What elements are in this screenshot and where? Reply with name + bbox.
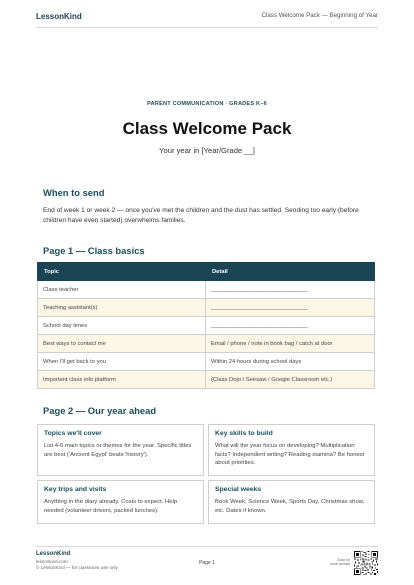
eyebrow-label: PARENT COMMUNICATION · GRADES K–6 xyxy=(147,101,267,107)
card-trips xyxy=(37,480,204,524)
table-row xyxy=(38,353,375,371)
topic-cell: Class teacher xyxy=(38,281,206,299)
detail-cell: ______________________________ xyxy=(206,317,375,335)
qr-code-icon[interactable] xyxy=(354,551,378,575)
table-row xyxy=(38,281,375,299)
column-header-detail: Detail xyxy=(206,263,375,281)
card-title: Topics we'll cover xyxy=(44,430,102,437)
table-row xyxy=(38,371,375,389)
topic-cell: Best ways to contact me xyxy=(38,335,206,353)
topic-cell: Teaching assistant(s) xyxy=(38,299,206,317)
card-topics xyxy=(37,424,204,476)
table-row xyxy=(38,317,375,335)
document-title: Class Welcome Pack — Beginning of Year xyxy=(261,12,378,19)
topic-cell: Important class info platform xyxy=(38,371,206,389)
card-title: Special weeks xyxy=(215,486,262,494)
section-heading-class-basics: Page 1 — Class basics xyxy=(43,245,145,256)
class-basics-table xyxy=(37,262,375,389)
detail-cell: (Class Dojo / Seesaw / Google Classroom etc.) xyxy=(206,371,375,389)
detail-cell: ______________________________ xyxy=(206,299,375,317)
footer-brand: LessonKind xyxy=(36,551,71,557)
page-subtitle: Your year in [Year/Grade __] xyxy=(159,146,255,155)
card-body: Book Week, Science Week, Sports Day, Christmas show, etc. Dates if known. xyxy=(215,499,365,514)
year-ahead-cards xyxy=(37,424,375,524)
card-title: Key trips and visits xyxy=(44,486,107,494)
page-title: Class Welcome Pack xyxy=(122,119,292,138)
card-title: Key skills to build xyxy=(215,430,273,437)
page-header xyxy=(36,12,378,28)
footer-copyright: © LessonKind — for classroom use only xyxy=(36,565,118,570)
topic-cell: When I'll get back to you xyxy=(38,353,206,371)
card-skills xyxy=(208,424,375,476)
table-row xyxy=(38,335,375,353)
topic-cell: School day times xyxy=(38,317,206,335)
card-body: Anything in the diary already. Costs to expect. Help needed (volunteer drivers, packed lunches). xyxy=(44,499,178,514)
section-heading-year-ahead: Page 2 — Our year ahead xyxy=(43,405,157,416)
card-body: What will the year focus on developing? Multiplication facts? Independent writing? Reading stamina? Be honest about priorities. xyxy=(215,443,365,467)
table-header-row xyxy=(38,263,375,281)
card-special-weeks xyxy=(208,480,375,524)
page-footer xyxy=(36,546,378,576)
card-body: List 4-6 main topics or themes for the year. Specific titles are best ('Ancient Egypt' beats 'history'). xyxy=(44,443,192,458)
brand-logo-text[interactable]: LessonKind xyxy=(36,12,82,21)
column-header-topic: Topic xyxy=(38,263,206,281)
detail-cell: Within 24 hours during school days xyxy=(206,353,375,371)
detail-cell: Email / phone / note in book bag / catch at door xyxy=(206,335,375,353)
detail-cell: ______________________________ xyxy=(206,281,375,299)
page-number: Page 1 xyxy=(199,560,215,566)
footer-site-link[interactable]: lessonkind.com xyxy=(36,559,68,564)
scan-caption: Scan for more formats xyxy=(330,558,350,566)
table-row xyxy=(38,299,375,317)
section-heading-when-to-send: When to send xyxy=(43,187,105,198)
when-to-send-text: End of week 1 or week 2 — once you've met the children and the dust has settled. Sending too early (before children have even started) overwhelms families. xyxy=(43,207,359,225)
